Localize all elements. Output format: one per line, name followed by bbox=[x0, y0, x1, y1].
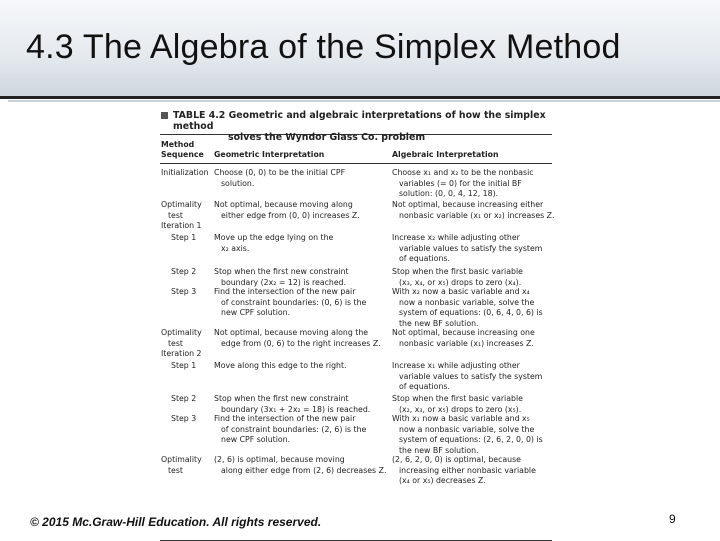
cell-algebraic-line: of equations. bbox=[399, 382, 450, 392]
cell-method-line: Optimality bbox=[161, 328, 202, 337]
cell-method bbox=[161, 200, 213, 232]
cell-algebraic-line: now a nonbasic variable, solve the bbox=[399, 297, 535, 307]
header-method-line-1: Method bbox=[161, 140, 195, 149]
cell-geometric-line: new CPF solution. bbox=[221, 435, 291, 445]
cell-algebraic bbox=[392, 414, 552, 456]
cell-algebraic-line: solution: (0, 0, 4, 12, 18). bbox=[399, 189, 499, 199]
cell-algebraic-line: nonbasic variable (x₁) increases Z. bbox=[399, 338, 534, 348]
cell-algebraic-line: increasing either nonbasic variable bbox=[399, 465, 536, 475]
slide-title: 4.3 The Algebra of the Simplex Method bbox=[26, 28, 621, 66]
cell-method bbox=[161, 361, 213, 372]
cell-algebraic-line: With x₁ now a basic variable and x₅ bbox=[392, 414, 530, 423]
cell-method-line: Initialization bbox=[161, 168, 209, 177]
cell-method-line: Step 2 bbox=[171, 394, 197, 403]
cell-algebraic bbox=[392, 361, 552, 393]
cell-algebraic-line: With x₂ now a basic variable and x₄ bbox=[392, 287, 530, 296]
header-divider-shadow bbox=[8, 100, 720, 102]
cell-geometric-line: of constraint boundaries: (2, 6) is the bbox=[221, 424, 367, 434]
cell-algebraic-line: (2, 6, 2, 0, 0) is optimal, because bbox=[392, 455, 521, 464]
cell-geometric-line: x₂ axis. bbox=[221, 243, 250, 253]
caption-line-1: TABLE 4.2 Geometric and algebraic interpretations of how the simplex method bbox=[173, 110, 546, 132]
cell-geometric-line: boundary (3x₁ + 2x₂ = 18) is reached. bbox=[221, 404, 371, 414]
cell-algebraic bbox=[392, 233, 552, 265]
cell-method bbox=[161, 287, 213, 298]
simplex-interpretation-table bbox=[160, 110, 555, 541]
cell-algebraic-line: of equations. bbox=[399, 254, 450, 264]
cell-geometric-line: either edge from (0, 0) increases Z. bbox=[221, 210, 360, 220]
caption-line-2: solves the Wyndor Glass Co. problem bbox=[228, 132, 426, 143]
caption-square-icon bbox=[161, 112, 168, 119]
cell-algebraic-line: system of equations: (0, 6, 4, 0, 6) is bbox=[399, 308, 543, 318]
cell-algebraic-line: Not optimal, because increasing one bbox=[392, 328, 535, 337]
cell-algebraic bbox=[392, 267, 552, 288]
cell-algebraic-line: Stop when the first basic variable bbox=[392, 394, 523, 403]
header-algebraic: Algebraic Interpretation bbox=[392, 150, 499, 159]
cell-algebraic bbox=[392, 200, 555, 221]
cell-method bbox=[161, 168, 213, 179]
cell-algebraic bbox=[392, 455, 552, 487]
header-method-line-2: Sequence bbox=[161, 150, 204, 159]
cell-geometric-line: Move along this edge to the right. bbox=[214, 361, 347, 370]
cell-method bbox=[161, 394, 213, 405]
cell-geometric bbox=[214, 328, 388, 349]
cell-algebraic bbox=[392, 328, 552, 349]
cell-geometric bbox=[214, 233, 388, 254]
cell-algebraic-line: Increase x₁ while adjusting other bbox=[392, 361, 520, 370]
cell-algebraic-line: system of equations: (2, 6, 2, 0, 0) is bbox=[399, 435, 543, 445]
cell-algebraic bbox=[392, 168, 552, 200]
cell-geometric-line: solution. bbox=[221, 178, 255, 188]
cell-method bbox=[161, 233, 213, 244]
table-header bbox=[160, 135, 552, 163]
cell-geometric bbox=[214, 455, 388, 476]
cell-geometric-line: Stop when the first new constraint bbox=[214, 394, 349, 403]
cell-algebraic-line: variable values to satisfy the system bbox=[399, 243, 543, 253]
cell-method-line: Step 3 bbox=[171, 287, 197, 296]
header-divider bbox=[0, 96, 720, 99]
cell-geometric-line: Stop when the first new constraint bbox=[214, 267, 349, 276]
table-caption bbox=[160, 110, 552, 143]
cell-algebraic bbox=[392, 287, 552, 329]
header-method-sequence bbox=[161, 140, 211, 160]
cell-method-line: Optimality bbox=[161, 200, 202, 209]
cell-algebraic-line: nonbasic variable (x₁ or x₂) increases Z. bbox=[399, 210, 555, 220]
cell-method bbox=[161, 267, 213, 278]
copyright-footer: © 2015 Mc.Graw-Hill Education. All rights reserved. bbox=[30, 515, 322, 529]
cell-geometric-line: Find the intersection of the new pair bbox=[214, 414, 356, 423]
cell-method-line: test bbox=[168, 210, 183, 220]
slide-header bbox=[0, 0, 720, 96]
cell-method bbox=[161, 328, 213, 360]
cell-method bbox=[161, 414, 213, 425]
cell-geometric-line: Find the intersection of the new pair bbox=[214, 287, 356, 296]
header-geometric: Geometric Interpretation bbox=[214, 150, 325, 159]
cell-geometric bbox=[214, 287, 388, 319]
cell-algebraic-line: (x₄ or x₅) decreases Z. bbox=[399, 476, 486, 486]
cell-geometric bbox=[214, 414, 388, 446]
cell-method-line: Step 1 bbox=[171, 233, 197, 242]
cell-geometric bbox=[214, 361, 388, 372]
cell-method-line: Iteration 1 bbox=[161, 221, 202, 231]
cell-algebraic bbox=[392, 394, 552, 415]
cell-geometric-line: of constraint boundaries: (0, 6) is the bbox=[221, 297, 367, 307]
cell-method bbox=[161, 455, 213, 476]
cell-geometric-line: along either edge from (2, 6) decreases Z. bbox=[221, 465, 387, 475]
cell-method-line: Optimality bbox=[161, 455, 202, 464]
cell-algebraic-line: (x₂, x₃, or x₅) drops to zero (x₅). bbox=[399, 404, 522, 414]
cell-algebraic-line: Choose x₁ and x₂ to be the nonbasic bbox=[392, 168, 534, 177]
cell-geometric-line: edge from (0, 6) to the right increases Z. bbox=[221, 338, 381, 348]
cell-method-line: Iteration 2 bbox=[161, 349, 202, 359]
cell-method-line: test bbox=[168, 465, 183, 475]
cell-algebraic-line: variables (= 0) for the initial BF bbox=[399, 178, 522, 188]
cell-geometric bbox=[214, 267, 388, 288]
cell-method-line: Step 2 bbox=[171, 267, 197, 276]
cell-algebraic-line: (x₃, x₄, or x₅) drops to zero (x₄). bbox=[399, 277, 522, 287]
cell-geometric-line: Choose (0, 0) to be the initial CPF bbox=[214, 168, 346, 177]
cell-algebraic-line: Increase x₂ while adjusting other bbox=[392, 233, 520, 242]
cell-geometric-line: Not optimal, because moving along the bbox=[214, 328, 369, 337]
cell-algebraic-line: now a nonbasic variable, solve the bbox=[399, 424, 535, 434]
cell-geometric-line: (2, 6) is optimal, because moving bbox=[214, 455, 345, 464]
table-body bbox=[160, 164, 555, 540]
cell-geometric-line: boundary (2x₂ = 12) is reached. bbox=[221, 277, 347, 287]
cell-method-line: Step 3 bbox=[171, 414, 197, 423]
page-number: 9 bbox=[669, 512, 676, 526]
cell-algebraic-line: the new BF solution. bbox=[399, 445, 479, 455]
cell-method-line: test bbox=[168, 338, 183, 348]
cell-algebraic-line: the new BF solution. bbox=[399, 318, 479, 328]
cell-method-line: Step 1 bbox=[171, 361, 197, 370]
cell-geometric-line: Not optimal, because moving along bbox=[214, 200, 353, 209]
cell-geometric-line: Move up the edge lying on the bbox=[214, 233, 334, 242]
cell-geometric bbox=[214, 200, 388, 221]
cell-geometric-line: new CPF solution. bbox=[221, 308, 291, 318]
cell-algebraic-line: Not optimal, because increasing either bbox=[392, 200, 544, 209]
cell-geometric bbox=[214, 394, 388, 415]
cell-geometric bbox=[214, 168, 388, 189]
cell-algebraic-line: variable values to satisfy the system bbox=[399, 371, 543, 381]
cell-algebraic-line: Stop when the first basic variable bbox=[392, 267, 523, 276]
